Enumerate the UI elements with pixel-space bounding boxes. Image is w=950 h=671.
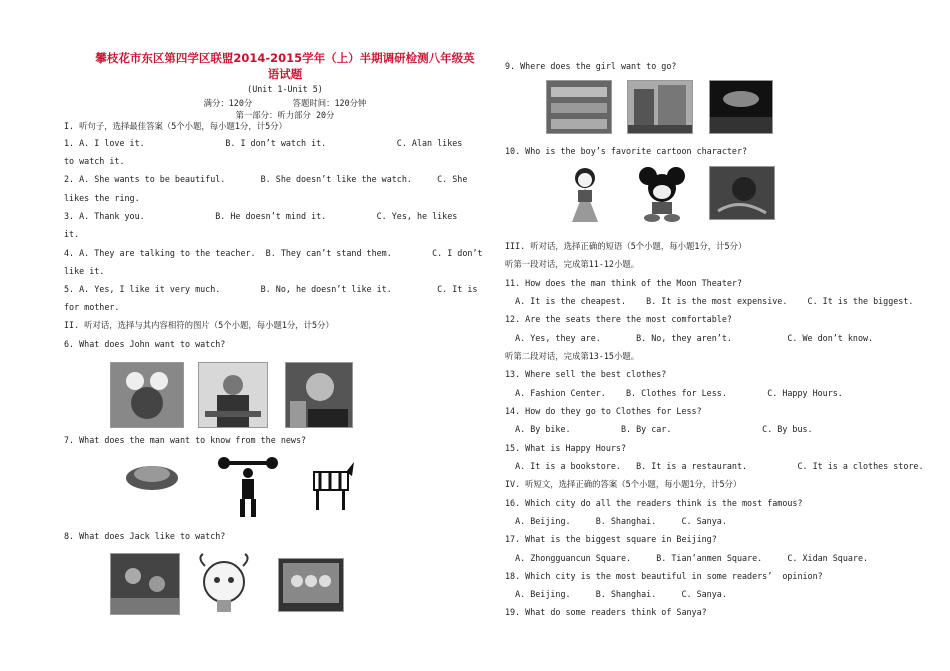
part-one-heading: 第一部分：听力部分 20分 (235, 110, 335, 120)
question-1-line-2: to watch it. (64, 156, 125, 166)
question-17: 17. What is the biggest square in Beijing? (505, 534, 717, 544)
question-18: 18. Which city is the most beautiful in some readers’ opinion? (505, 571, 823, 581)
q8-picture-c (278, 558, 344, 612)
q6-picture-a (110, 362, 184, 428)
page-title (80, 50, 490, 82)
q9-picture-c (709, 80, 773, 134)
question-3-line-1: 3. A. Thank you. B. He doesn’t mind it. C. Yes, he likes (64, 211, 458, 221)
question-8: 8. What does Jack like to watch? (64, 531, 226, 541)
question-5-line-2: for mother. (64, 302, 120, 312)
question-11: 11. How does the man think of the Moon Theater? (505, 278, 742, 288)
question-13-options: A. Fashion Center. B. Clothes for Less. C. Happy Hours. (505, 388, 843, 398)
question-4-line-2: like it. (64, 266, 105, 276)
section-1-heading: I. 听句子，选择最佳答案（5个小题，每小题1分，计5分） (64, 121, 287, 131)
question-7: 7. What does the man want to know from the news? (64, 435, 307, 445)
q10-picture-b (636, 166, 688, 222)
title-line-2: 语试题 (267, 67, 303, 81)
q10-picture-c (709, 166, 775, 220)
question-15: 15. What is Happy Hours? (505, 443, 627, 453)
question-16: 16. Which city do all the readers think is the most famous? (505, 498, 803, 508)
question-9: 9. Where does the girl want to go? (505, 61, 677, 71)
q7-picture-b (218, 455, 278, 517)
question-13: 13. Where sell the best clothes? (505, 369, 667, 379)
question-2-line-1: 2. A. She wants to be beautiful. B. She doesn’t like the watch. C. She (64, 174, 468, 184)
question-2-line-2: likes the ring. (64, 193, 140, 203)
question-4-line-1: 4. A. They are talking to the teacher. B. They can’t stand them. C. I don’t (64, 248, 483, 258)
question-16-options: A. Beijing. B. Shanghai. C. Sanya. (505, 516, 727, 526)
question-15-options: A. It is a bookstore. B. It is a restaurant. C. It is a clothes store. (505, 461, 924, 471)
question-19: 19. What do some readers think of Sanya? (505, 607, 707, 617)
q9-picture-a (546, 80, 612, 134)
q9-picture-b (627, 80, 693, 134)
question-14: 14. How do they go to Clothes for Less? (505, 406, 702, 416)
question-14-options: A. By bike. B. By car. C. By bus. (505, 424, 813, 434)
dialog-1-instruction: 听第一段对话，完成第11-12小题。 (505, 259, 640, 269)
question-10: 10. Who is the boy’s favorite cartoon character? (505, 146, 748, 156)
section-3-heading: III. 听对话，选择正确的短语（5个小题，每小题1分，计5分） (505, 241, 747, 251)
question-1-line-1: 1. A. I love it. B. I don’t watch it. C. Alan likes (64, 138, 463, 148)
question-3-line-2: it. (64, 229, 80, 239)
title-line-1: 攀枝花市东区第四学区联盟2014-2015学年（上）半期调研检测八年级英 (95, 51, 475, 65)
q7-picture-a (122, 458, 182, 494)
question-5-line-1: 5. A. Yes, I like it very much. B. No, he doesn’t like it. C. It is (64, 284, 478, 294)
q6-picture-b (198, 362, 268, 428)
section-4-heading: IV. 听短文，选择正确的答案（5个小题，每小题1分，计5分） (505, 479, 742, 489)
q8-picture-b (193, 552, 255, 614)
q6-picture-c (285, 362, 353, 428)
question-6: 6. What does John want to watch? (64, 339, 226, 349)
question-11-options: A. It is the cheapest. B. It is the most expensive. C. It is the biggest. (505, 296, 914, 306)
dialog-2-instruction: 听第二段对话，完成第13-15小题。 (505, 351, 640, 361)
question-17-options: A. Zhongguancun Square. B. Tian’anmen Square. C. Xidan Square. (505, 553, 869, 563)
q8-picture-a (110, 553, 180, 615)
q7-picture-c (306, 458, 356, 514)
q10-picture-a (564, 164, 606, 224)
unit-range: (Unit 1-Unit 5) (247, 84, 323, 94)
section-2-heading: II. 听对话，选择与其内容相符的图片（5个小题，每小题1分，计5分） (64, 320, 334, 330)
question-12: 12. Are the seats there the most comfortable? (505, 314, 732, 324)
question-12-options: A. Yes, they are. B. No, they aren’t. C. We don’t know. (505, 333, 874, 343)
score-time: 满分：120分 答题时间：120分钟 (203, 98, 367, 108)
question-18-options: A. Beijing. B. Shanghai. C. Sanya. (505, 589, 727, 599)
